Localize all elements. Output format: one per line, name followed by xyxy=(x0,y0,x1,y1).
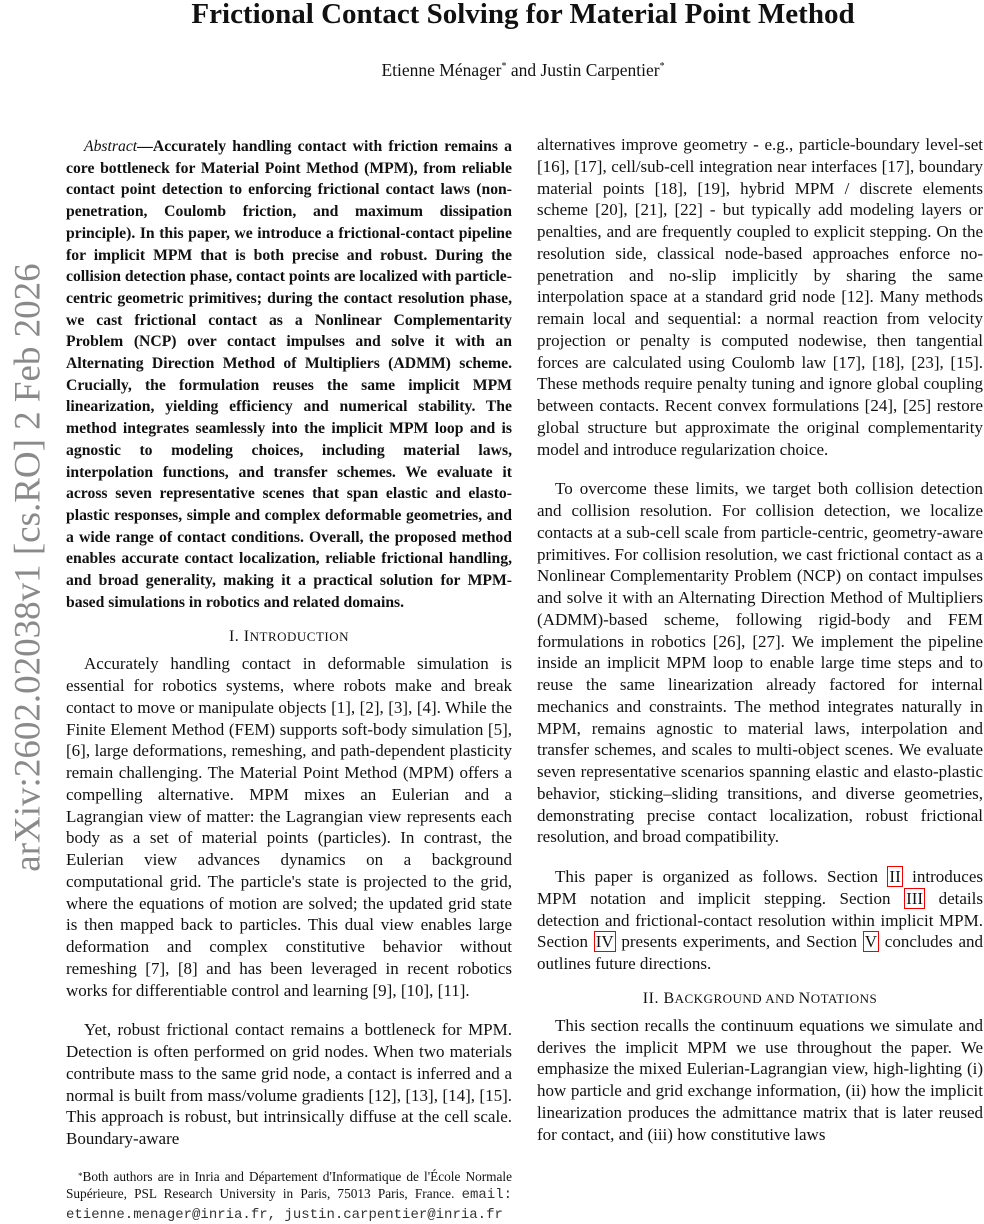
abstract-text: Accurately handling contact with friction remains a core bottleneck for Material Point Method (MPM), from reliable contact point detection to enforcing frictional contact laws (non-penetration, Coulomb friction, and maximum dissipation principle). In this paper, we introduce a frictional-contact pipeline for implicit MPM that is both precise and robust. During the collision detection phase, contact points are localized with particle-centric geometric primitives; during the contact resolution phase, we cast frictional contact as a Nonlinear Complementarity Problem (NCP) over contact impulses and solve it with an Alternating Direction Method of Multipliers (ADMM) scheme. Crucially, the formulation reuses the same implicit MPM linearization, yielding efficiency and numerical stability. The method integrates seamlessly into the implicit MPM loop and is agnostic to modeling choices, including material laws, interpolation functions, and transfer schemes. We evaluate it across seven representative scenes that span elastic and elasto-plastic responses, simple and complex deformable geometries, and a wide range of contact conditions. Overall, the proposed method enables accurate contact localization, reliable frictional handling, and broad generality, making it a practical solution for MPM-based simulations in robotics and related domains. xyxy=(66,138,512,611)
section-title-initial: N xyxy=(798,989,811,1007)
author-emails[interactable]: etienne.menager@inria.fr, justin.carpentier@inria.fr xyxy=(66,1206,503,1223)
section-link-v[interactable]: V xyxy=(864,932,878,952)
abstract xyxy=(66,136,512,613)
affiliation-mark: * xyxy=(501,61,507,73)
abstract-label: Abstract xyxy=(84,138,138,155)
outline-text: This paper is organized as follows. Section xyxy=(555,867,888,886)
section-title-initial: I xyxy=(243,628,250,646)
author-2: Justin Carpentier xyxy=(540,60,660,80)
section-link-iv[interactable]: IV xyxy=(595,932,614,952)
abstract-dash: — xyxy=(137,138,153,155)
right-paragraph-2: To overcome these limits, we target both collision detection and collision resolution. For collision detection, we localize contacts at a sub-cell scale from particle-centric, geometry-aware primitives. For collision resolution, we cast frictional contact as a Nonlinear Complementarity Problem (NCP) on contact impulses and solve it with an Alternating Direction Method of Multipliers (ADMM)-based scheme, following rigid-body and FEM formulations in robotics [26], [27]. We implement the pipeline inside an implicit MPM loop to enable large time steps and to reuse the same linearization already factored for internal mechanics and constraints. The method integrates naturally in MPM, remains agnostic to material laws, interpolation and transfer schemes, and scales to multi-object scenes. We evaluate seven representative scenarios spanning elastic and elasto-plastic behavior, sticking–sliding transitions, and diverse geometries, demonstrating precise contact localization, robust frictional resolution, and broad compatibility. xyxy=(537,479,983,847)
section-heading-introduction xyxy=(66,627,512,647)
section-heading-background xyxy=(537,989,983,1009)
author-1: Etienne Ménager xyxy=(381,60,502,80)
outline-text: concludes and outlines future directions. xyxy=(537,932,983,973)
right-paragraph-1: alternatives improve geometry - e.g., particle-boundary level-set [16], [17], cell/sub-cell integration near interfaces [17], boundary material points [18], [19], hybrid MPM / discrete elements scheme [20], [21], [22] - but typically add modeling layers or penalties, and are frequently coupled to explicit stepping. On the resolution side, classical node-based approaches enforce no-penetration and no-slip implicitly by sharing the same interpolation space at a standard grid node [12]. Many methods remain local and sequential: a normal reaction from velocity projection or penalty is computed nodewise, then tangential forces are calculated using Coulomb law [17], [18], [23], [15]. These methods require penalty tuning and ignore global coupling between contacts. Recent convex formulations [24], [25] restore global structure but approximate the original complementarity model and introduce regularization choice. xyxy=(537,135,983,459)
paper-title: Frictional Contact Solving for Material Point Method xyxy=(191,0,855,30)
intro-paragraph-1: Accurately handling contact in deformable simulation is essential for robotics systems, where robots make and break contact to move or manipulate objects [1], [2], [3], [4]. While the Finite Element Method (FEM) supports soft-body simulation [5], [6], large deformations, remeshing, and path-dependent plasticity remain challenging. The Material Point Method (MPM) offers a compelling alternative. MPM mixes an Eulerian and a Lagrangian view of matter: the Lagrangian view represents each body as a set of material points (particles). In contrast, the Eulerian view advances dynamics on a background computational grid. The particle's state is projected to the grid, where the equations of motion are solved; the updated grid state is then mapped back to particles. This dual view enables large deformation and complex constitutive behavior without remeshing [7], [8] and has been leveraged in recent robotics works for differentiable control and learning [9], [10], [11]. xyxy=(66,654,512,1000)
email-label: email: xyxy=(461,1187,513,1204)
section-link-iii[interactable]: III xyxy=(906,888,924,908)
footnote-mark: * xyxy=(78,1170,83,1181)
section-title-initial: B xyxy=(663,989,675,1007)
outline-text: details detection and frictional-contact resolution within implicit MPM. Section xyxy=(537,888,983,952)
section-title-rest: OTATIONS xyxy=(810,990,878,1006)
right-column xyxy=(537,134,983,1145)
author-separator: and xyxy=(506,60,541,80)
left-column xyxy=(66,136,512,1224)
outline-paragraph xyxy=(537,866,983,975)
footnote-text: Both authors are in Inria and Département d'Informatique de l'École Normale Supérieure, PSL Research University in Paris, 75013 Paris, France. xyxy=(66,1168,512,1202)
footnote xyxy=(66,1168,512,1224)
authors xyxy=(0,60,984,81)
section-number: I. xyxy=(228,628,240,646)
section-number: II. xyxy=(642,989,659,1007)
intro-paragraph-2: Yet, robust frictional contact remains a bottleneck for MPM. Detection is often performed on grid nodes. When two materials contribute mass to the same grid node, a contact is inferred and a normal is built from mass/volume gradients [12], [13], [14], [15]. This approach is robust, but intrinsically diffuse at the cell scale. Boundary-aware xyxy=(66,1020,512,1149)
section-link-ii[interactable]: II xyxy=(889,867,901,886)
section-title-rest: ACKGROUND AND xyxy=(674,990,799,1006)
arxiv-stamp: arXiv:2602.02038v1 [cs.RO] 2 Feb 2026 xyxy=(7,263,49,872)
section-title-rest: NTRODUCTION xyxy=(249,629,350,645)
outline-text: presents experiments, and Section xyxy=(615,932,863,952)
background-paragraph: This section recalls the continuum equations we simulate and derives the implicit MPM we use throughout the paper. We emphasize the mixed Eulerian-Lagrangian view, high-lighting (i) how particle and grid exchange information, (ii) how the implicit linearization produces the admittance matrix that is later reused for contact, and (iii) how constitutive laws xyxy=(537,1015,983,1144)
affiliation-mark: * xyxy=(659,61,665,73)
outline-text: introduces MPM notation and implicit stepping. Section xyxy=(537,867,983,908)
